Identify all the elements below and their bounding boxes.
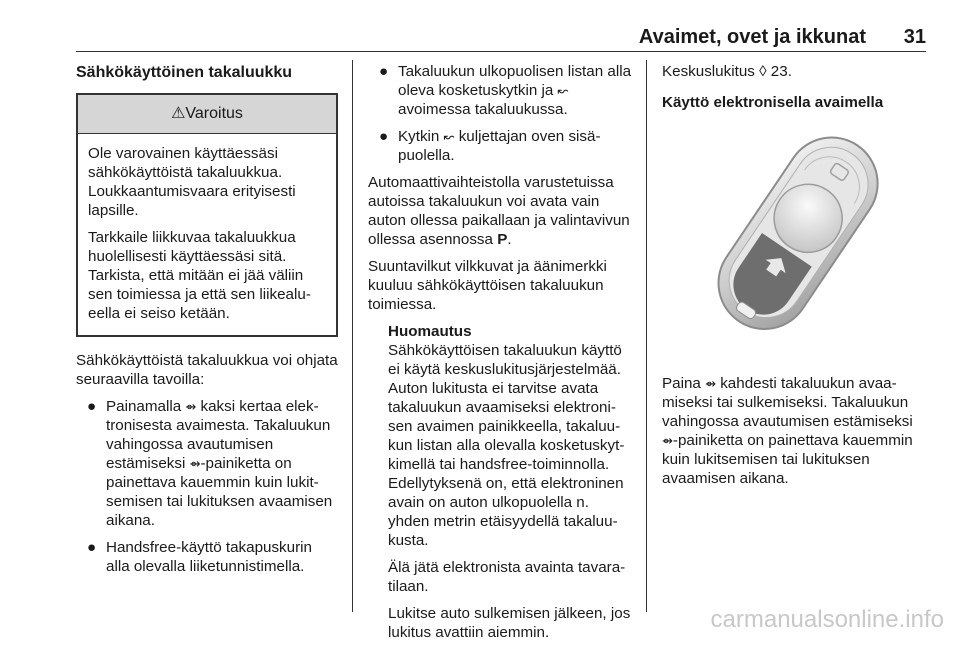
tailgate-icon: ⇴ bbox=[662, 433, 673, 448]
text-run: kuljettajan oven sisäpuolella. bbox=[398, 128, 601, 164]
electronic-key-illustration bbox=[662, 124, 928, 349]
warning-header bbox=[78, 95, 336, 134]
column-divider-1 bbox=[352, 60, 353, 612]
warning-paragraph-1: Ole varovainen käyttäessäsi sähkökäyttöistä takaluukkua. Loukkaantumisvaara erityisesti lapsille. bbox=[88, 145, 296, 219]
paragraph bbox=[368, 173, 634, 249]
gear-position-p: P bbox=[497, 231, 508, 248]
text-run: Painamalla bbox=[106, 398, 186, 415]
subsection-heading: Käyttö elektronisella avaimella bbox=[662, 94, 884, 111]
bullet-icon: ● bbox=[379, 128, 389, 145]
column-1 bbox=[76, 62, 338, 584]
note-block bbox=[368, 322, 634, 642]
section-heading: Sähkökäyttöinen takaluukku bbox=[76, 64, 293, 81]
bullet-icon: ● bbox=[379, 63, 389, 80]
intro-paragraph: Sähkökäyttöistä takaluukkua voi ohjata seuraavilla tavoilla: bbox=[76, 352, 338, 388]
column-3 bbox=[662, 62, 928, 496]
text-run: kahdesti takaluukun avaamiseksi tai sulkemiseksi. Takaluukun vahingossa avautumisen estämiseksi bbox=[662, 375, 913, 430]
text-run: -painiketta on painettava kauemmin kuin lukitsemisen tai lukituksen avaamisen aikana. bbox=[662, 432, 913, 487]
warning-body bbox=[78, 134, 336, 335]
warning-label: Varoitus bbox=[185, 105, 243, 122]
list-item bbox=[76, 538, 338, 576]
note-paragraph-1: Sähkökäyttöisen takaluukun käyttö ei käytä keskuslukitusjärjestelmää. Auton lukitusta ei tarvitse avata takaluukun avaamiseksi elektronisen avaimen painikkeella, takaluukun listan alla olevalla kosketuskytkimellä tai handsfree-toiminnolla. Edellytyksenä on, että elektroninen avain on auton ulkopuolella n. yhden metrin etäisyydellä takaluukusta. bbox=[388, 342, 625, 549]
bullet-icon: ● bbox=[87, 398, 97, 415]
list-item bbox=[368, 127, 634, 165]
paragraph: Suuntavilkut vilkkuvat ja äänimerkki kuuluu sähkökäyttöisen takaluukun toimiessa. bbox=[368, 258, 607, 313]
chapter-title: Avaimet, ovet ja ikkunat bbox=[638, 26, 866, 48]
page-number: 31 bbox=[903, 26, 926, 48]
text-run: avoimessa takaluukussa. bbox=[398, 101, 568, 118]
list-item bbox=[76, 397, 338, 530]
text-run: Takaluukun ulkopuolisen listan alla oleva kosketuskytkin ja bbox=[398, 63, 632, 99]
header-rule bbox=[76, 51, 926, 52]
switch-icon: ↜ bbox=[443, 129, 455, 144]
list-item bbox=[368, 62, 634, 119]
column-divider-2 bbox=[646, 60, 647, 612]
note-paragraph-3: Lukitse auto sulkemisen jälkeen, jos lukitus avattiin aiemmin. bbox=[388, 605, 631, 641]
text-run: Automaattivaihteistolla varustetuissa autoissa takaluukun voi avata vain auton ollessa paikallaan ja valintavivun ollessa asennossa bbox=[368, 174, 630, 248]
note-paragraph-2: Älä jätä elektronista avainta tavaratilaan. bbox=[388, 559, 626, 595]
paragraph bbox=[662, 374, 928, 488]
column-2 bbox=[368, 62, 634, 650]
warning-box bbox=[76, 93, 338, 337]
warning-paragraph-2: Tarkkaile liikkuvaa takaluukkua huolellisesti käyttäessäsi sitä. Tarkista, että mitään ei jää väliin sen toimiessa ja että sen liikealueella ei seiso ketään. bbox=[88, 229, 311, 322]
tailgate-icon: ⇴ bbox=[705, 376, 716, 391]
text-run: . bbox=[507, 231, 512, 248]
note-title: Huomautus bbox=[388, 323, 472, 340]
watermark: carmanualsonline.info bbox=[710, 606, 944, 633]
cross-reference: Keskuslukitus ◊ 23. bbox=[662, 63, 792, 80]
text-run: Kytkin bbox=[398, 128, 444, 145]
bullet-icon: ● bbox=[87, 539, 97, 556]
tailgate-icon: ⇴ bbox=[189, 456, 201, 471]
page-header bbox=[76, 26, 926, 50]
text-run: Paina bbox=[662, 375, 706, 392]
text-run: -painiketta on painettava kauemmin kuin lukitsemisen tai lukituksen avaamisen aikana. bbox=[106, 455, 333, 529]
text-run: kaksi kertaa elektronisesta avaimesta. Takaluukun vahingossa avautumisen estämiseksi bbox=[106, 398, 331, 472]
text-run: Handsfree-käyttö takapuskurin alla olevalla liiketunnistimella. bbox=[106, 539, 312, 575]
switch-icon: ↜ bbox=[557, 83, 569, 98]
tailgate-icon: ⇴ bbox=[185, 399, 197, 414]
warning-icon: ⚠ bbox=[171, 105, 186, 122]
